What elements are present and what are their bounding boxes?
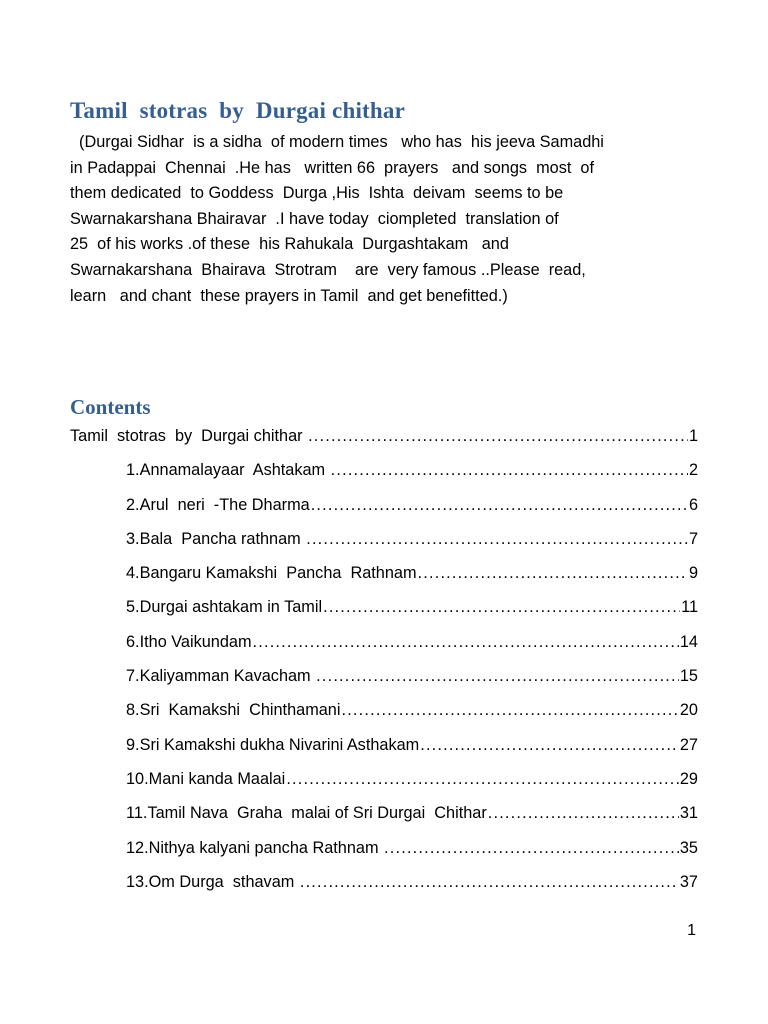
toc-entry-6[interactable]: [70, 633, 698, 667]
toc-dot-leader: [323, 598, 680, 617]
toc-entry-8[interactable]: [70, 701, 698, 735]
toc-entry-label: Itho Vaikundam: [139, 632, 252, 651]
toc-entry-label: Om Durga sthavam: [148, 872, 299, 891]
toc-dot-leader: [420, 736, 679, 755]
toc-entry-page: 27: [679, 735, 698, 754]
toc-entry-page: 15: [679, 667, 698, 686]
toc-entry-9[interactable]: [70, 736, 698, 770]
toc-dot-leader: [331, 461, 688, 480]
toc-dot-leader: [418, 564, 688, 583]
toc-entry-number: 3.: [126, 529, 140, 548]
toc-entry-page: 2: [688, 461, 698, 480]
toc-entry-label: Annamalayaar Ashtakam: [139, 461, 330, 480]
toc-entry-label: Durgai ashtakam in Tamil: [139, 598, 323, 617]
toc-entry-label: Sri Kamakshi Chinthamani: [139, 701, 341, 720]
toc-entry-label: Kaliyamman Kavacham: [139, 667, 316, 686]
toc-entry-11[interactable]: [70, 804, 698, 838]
toc-entry-page: 11: [681, 598, 698, 617]
table-of-contents: [70, 427, 698, 907]
toc-entry-number: 5.: [126, 598, 140, 617]
toc-entry-13[interactable]: [70, 873, 698, 907]
toc-entry-number: 8.: [126, 701, 140, 720]
intro-line: in Padappai Chennai .He has written 66 prayers and songs most of: [70, 158, 595, 177]
toc-entry-page: 20: [679, 701, 698, 720]
toc-entry-5[interactable]: [70, 598, 698, 632]
toc-entry-label: Nithya kalyani pancha Rathnam: [148, 838, 384, 857]
toc-entry-top[interactable]: [70, 427, 698, 461]
toc-entry-7[interactable]: [70, 667, 698, 701]
toc-entry-page: 9: [688, 564, 698, 583]
intro-paragraph: [70, 130, 710, 309]
toc-entry-page: 7: [688, 529, 698, 548]
toc-entry-10[interactable]: [70, 770, 698, 804]
toc-entry-number: 10.: [126, 769, 149, 788]
toc-entry-label: Tamil Nava Graha malai of Sri Durgai Chithar: [147, 804, 487, 823]
toc-entry-number: 4.: [126, 564, 140, 583]
toc-dot-leader: [300, 873, 679, 892]
contents-heading: Contents: [70, 395, 151, 419]
intro-line: 25 of his works .of these his Rahukala Durgashtakam and: [70, 235, 509, 254]
toc-dot-leader: [316, 667, 679, 686]
toc-entry-label: Sri Kamakshi dukha Nivarini Asthakam: [139, 735, 420, 754]
toc-entry-label: Tamil stotras by Durgai chithar: [70, 427, 308, 445]
toc-entry-number: 1.: [126, 461, 140, 480]
intro-line: them dedicated to Goddess Durga ,His Ishta deivam seems to be: [70, 184, 564, 203]
toc-entry-number: 11.: [126, 804, 148, 823]
toc-entry-page: 1: [688, 427, 698, 445]
toc-entry-12[interactable]: [70, 839, 698, 873]
toc-entry-label: Mani kanda Maalai: [148, 769, 286, 788]
toc-dot-leader: [341, 701, 678, 720]
intro-line: learn and chant these prayers in Tamil and get benefitted.): [70, 286, 508, 305]
toc-entry-number: 13.: [126, 872, 149, 891]
toc-dot-leader: [253, 633, 679, 652]
toc-dot-leader: [311, 496, 688, 515]
toc-entry-3[interactable]: [70, 530, 698, 564]
toc-entry-page: 14: [679, 632, 698, 651]
toc-entry-label: Bangaru Kamakshi Pancha Rathnam: [139, 564, 417, 583]
toc-entry-number: 9.: [126, 735, 140, 754]
toc-entry-number: 12.: [126, 838, 149, 857]
document-title: Tamil stotras by Durgai chithar: [70, 98, 405, 123]
toc-entry-4[interactable]: [70, 564, 698, 598]
toc-entry-number: 2.: [126, 495, 140, 514]
toc-entry-page: 31: [679, 804, 698, 823]
intro-line: Swarnakarshana Bhairava Strotram are very famous ..Please read,: [70, 260, 586, 279]
toc-entry-page: 35: [679, 838, 698, 857]
toc-dot-leader: [306, 530, 688, 549]
toc-entry-1[interactable]: [70, 461, 698, 495]
toc-entry-label: Bala Pancha rathnam: [139, 529, 306, 548]
intro-line: Swarnakarshana Bhairavar .I have today ciompleted translation of: [70, 209, 559, 228]
toc-entry-page: 29: [679, 769, 698, 788]
toc-entry-page: 6: [688, 495, 698, 514]
toc-dot-leader: [488, 804, 679, 823]
page-number: 1: [687, 922, 696, 939]
toc-entry-2[interactable]: [70, 496, 698, 530]
toc-entry-label: Arul neri -The Dharma: [139, 495, 310, 514]
toc-dot-leader: [286, 770, 679, 789]
toc-dot-leader: [308, 427, 688, 446]
toc-dot-leader: [384, 839, 679, 858]
toc-entry-page: 37: [679, 872, 698, 891]
toc-entry-number: 7.: [126, 667, 140, 686]
intro-line: (Durgai Sidhar is a sidha of modern times who has his jeeva Samadhi: [70, 133, 604, 151]
toc-entry-number: 6.: [126, 632, 140, 651]
